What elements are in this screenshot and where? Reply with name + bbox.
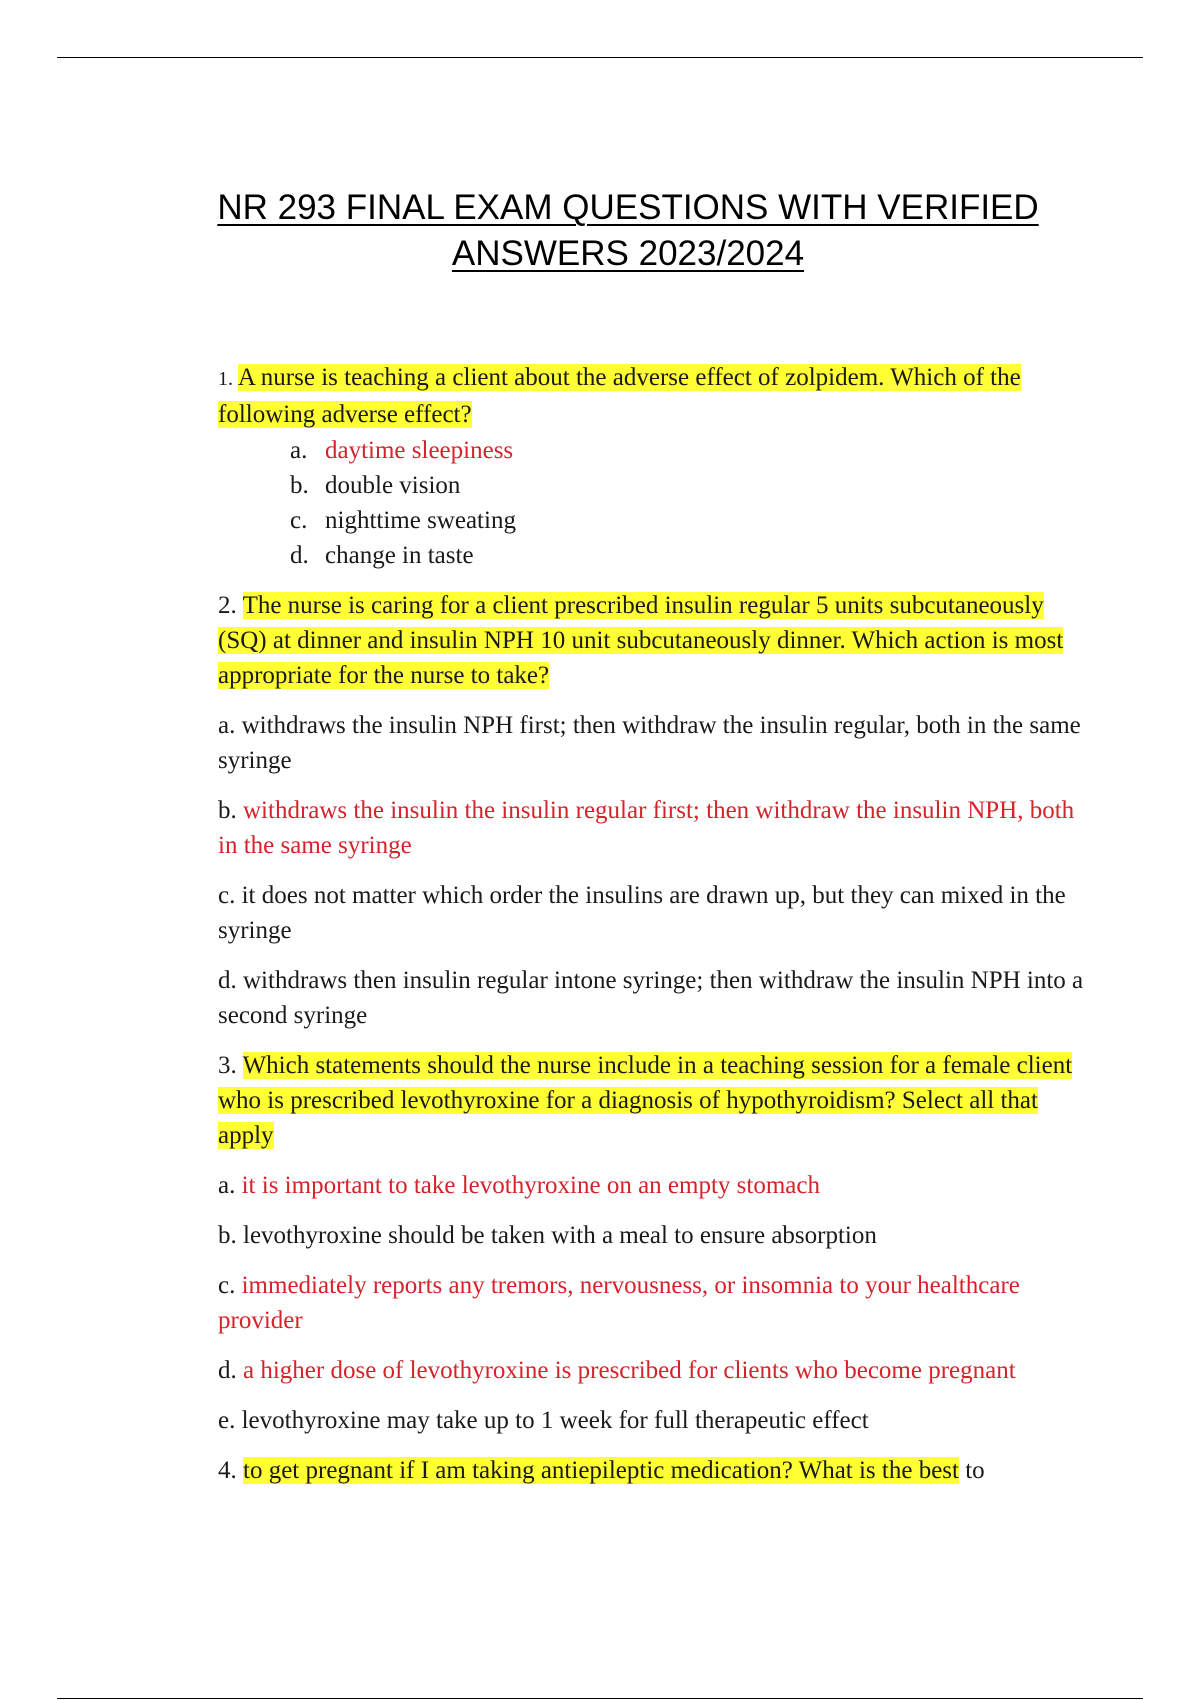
question-1	[218, 360, 1098, 432]
option-d: d. a higher dose of levothyroxine is prescribed for clients who become pregnant	[218, 1357, 1016, 1384]
question-text: A nurse is teaching a client about the adverse effect of zolpidem. Which of the following adverse effect?	[218, 364, 1021, 428]
option-a: a. withdraws the insulin NPH first; then withdraw the insulin regular, both in the same syringe	[218, 712, 1081, 774]
option-a: a. it is important to take levothyroxine on an empty stomach	[218, 1172, 820, 1199]
correct-answer: a higher dose of levothyroxine is prescribed for clients who become pregnant	[243, 1357, 1016, 1384]
option-e: e. levothyroxine may take up to 1 week for full therapeutic effect	[218, 1407, 869, 1434]
question-number: 3.	[218, 1052, 237, 1079]
question-text: The nurse is caring for a client prescribed insulin regular 5 units subcutaneously (SQ) at dinner and insulin NPH 10 unit subcutaneously dinner. Which action is most appropriate for the nurse to take?	[218, 592, 1064, 689]
title-line-2: ANSWERS 2023/2024	[451, 234, 805, 273]
option-b: b. withdraws the insulin the insulin regular first; then withdraw the insulin NPH, both in the same syringe	[218, 797, 1075, 859]
question-1-options	[290, 433, 1098, 573]
option-d: d. withdraws then insulin regular intone syringe; then withdraw the insulin NPH into a second syringe	[218, 967, 1084, 1029]
correct-answer: it is important to take levothyroxine on an empty stomach	[241, 1172, 820, 1199]
question-number: 4.	[218, 1457, 237, 1484]
correct-answer: withdraws the insulin the insulin regular first; then withdraw the insulin NPH, both in the same syringe	[218, 797, 1075, 859]
question-2	[218, 588, 1098, 693]
title-line-1: NR 293 FINAL EXAM QUESTIONS WITH VERIFIED	[217, 188, 1039, 227]
correct-answer: daytime sleepiness	[325, 437, 514, 464]
top-rule	[57, 57, 1143, 58]
option-b: b. levothyroxine should be taken with a meal to ensure absorption	[218, 1222, 877, 1249]
document-title	[150, 185, 1106, 277]
question-4	[218, 1453, 1098, 1488]
question-text: Which statements should the nurse include in a teaching session for a female client who is prescribed levothyroxine for a diagnosis of hypothyroidism? Select all that apply	[218, 1052, 1073, 1149]
question-text-continued: to	[965, 1457, 985, 1484]
option-c: c. it does not matter which order the insulins are drawn up, but they can mixed in the syringe	[218, 882, 1066, 944]
question-text: to get pregnant if I am taking antiepileptic medication? What is the best	[243, 1457, 959, 1484]
option-b: b. double vision	[290, 472, 461, 499]
option-c: c. nighttime sweating	[290, 507, 516, 534]
document-body	[218, 360, 1098, 1488]
question-number: 2.	[218, 592, 237, 619]
option-d: d. change in taste	[290, 542, 474, 569]
question-3	[218, 1048, 1098, 1153]
correct-answer: immediately reports any tremors, nervousness, or insomnia to your healthcare provider	[218, 1272, 1020, 1334]
option-a: a. daytime sleepiness	[290, 433, 1098, 468]
option-c: c. immediately reports any tremors, nervousness, or insomnia to your healthcare provider	[218, 1272, 1020, 1334]
bottom-rule	[57, 1698, 1143, 1699]
question-number: 1.	[218, 368, 233, 390]
